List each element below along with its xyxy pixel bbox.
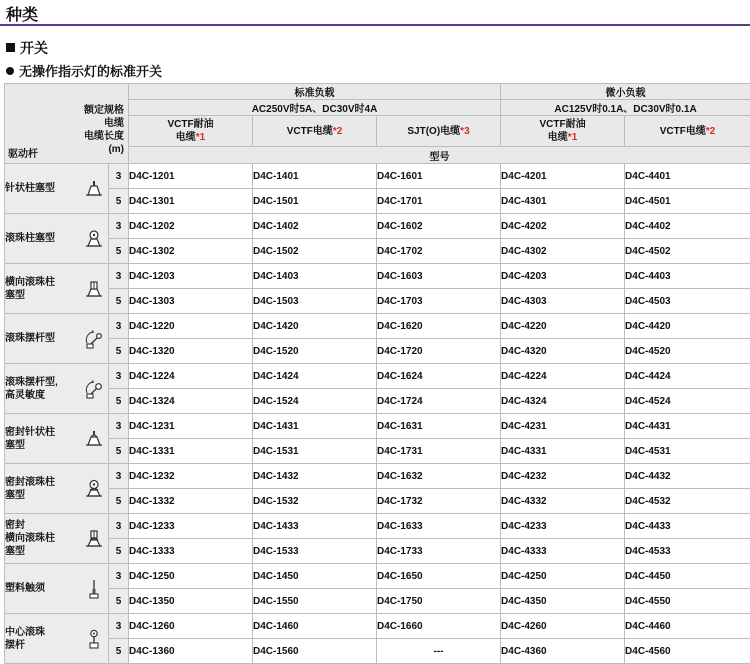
circle-bullet-icon (6, 67, 14, 75)
model-cell: D4C-1403 (253, 264, 377, 289)
model-cell: D4C-1631 (377, 414, 501, 439)
model-cell: D4C-4350 (501, 589, 625, 614)
model-cell: D4C-1603 (377, 264, 501, 289)
section-heading-text: 开关 (20, 40, 48, 56)
model-cell: D4C-1703 (377, 289, 501, 314)
model-cell: D4C-1660 (377, 614, 501, 639)
model-cell: D4C-1201 (129, 164, 253, 189)
model-cell: D4C-4303 (501, 289, 625, 314)
model-cell: D4C-4201 (501, 164, 625, 189)
cable-length-cell: 3 (109, 314, 129, 339)
roller-lever-icon (84, 329, 104, 349)
cable-header: SJT(O)电缆*3 (377, 116, 501, 147)
cable-length-cell: 5 (109, 239, 129, 264)
model-cell: D4C-4502 (625, 239, 750, 264)
plastic-rod-icon (84, 579, 104, 599)
table-row (5, 189, 750, 214)
lever-type-cell (5, 164, 109, 214)
table-row (5, 539, 750, 564)
lever-label-line: 针状柱塞型 (5, 182, 108, 195)
model-cell: D4C-1731 (377, 439, 501, 464)
cable-length-cell: 3 (109, 564, 129, 589)
model-cell: --- (377, 639, 501, 664)
model-cell: D4C-4460 (625, 614, 750, 639)
model-cell: D4C-1350 (129, 589, 253, 614)
model-cell: D4C-1531 (253, 439, 377, 464)
model-cell: D4C-1520 (253, 339, 377, 364)
model-cell: D4C-1250 (129, 564, 253, 589)
cable-length-cell: 3 (109, 264, 129, 289)
square-bullet-icon (6, 43, 15, 52)
model-cell: D4C-1450 (253, 564, 377, 589)
model-cell: D4C-1601 (377, 164, 501, 189)
cable-length-cell: 3 (109, 164, 129, 189)
cable-length-cell: 3 (109, 514, 129, 539)
model-cell: D4C-4431 (625, 414, 750, 439)
cable-header: VCTF电缆*2 (625, 116, 750, 147)
model-cell: D4C-4503 (625, 289, 750, 314)
lever-label-line: 滚珠摆杆型, (5, 376, 108, 389)
crossroller-plunger-icon (84, 279, 104, 299)
table-row (5, 439, 750, 464)
model-cell: D4C-1424 (253, 364, 377, 389)
model-cell: D4C-1301 (129, 189, 253, 214)
model-cell: D4C-1503 (253, 289, 377, 314)
model-cell: D4C-4524 (625, 389, 750, 414)
cable-length-cell: 3 (109, 614, 129, 639)
model-cell: D4C-1560 (253, 639, 377, 664)
lever-label-line: 滚珠柱塞型 (5, 232, 108, 245)
lever-type-cell (5, 564, 109, 614)
model-cell: D4C-1402 (253, 214, 377, 239)
cable-length-cell: 3 (109, 364, 129, 389)
cable-length-cell: 5 (109, 639, 129, 664)
model-cell: D4C-1602 (377, 214, 501, 239)
lever-type-cell (5, 264, 109, 314)
model-cell: D4C-1624 (377, 364, 501, 389)
model-cell: D4C-1220 (129, 314, 253, 339)
table-row (5, 639, 750, 664)
model-cell: D4C-1433 (253, 514, 377, 539)
table-row (5, 389, 750, 414)
model-cell: D4C-1620 (377, 314, 501, 339)
model-cell: D4C-4302 (501, 239, 625, 264)
model-cell: D4C-1233 (129, 514, 253, 539)
model-cell: D4C-4250 (501, 564, 625, 589)
model-cell: D4C-1533 (253, 539, 377, 564)
model-cell: D4C-1224 (129, 364, 253, 389)
model-cell: D4C-4533 (625, 539, 750, 564)
model-cell: D4C-4224 (501, 364, 625, 389)
lever-type-cell (5, 414, 109, 464)
section-heading (6, 38, 48, 58)
model-cell: D4C-1360 (129, 639, 253, 664)
model-cell: D4C-4231 (501, 414, 625, 439)
model-cell: D4C-4324 (501, 389, 625, 414)
cable-length-cell: 5 (109, 539, 129, 564)
cable-length-cell: 3 (109, 214, 129, 239)
model-cell: D4C-4532 (625, 489, 750, 514)
lever-label-line: 密封滚珠柱 (5, 476, 108, 489)
page-title: 种类 (6, 2, 38, 25)
model-label: 型号 (129, 147, 750, 164)
model-cell: D4C-1202 (129, 214, 253, 239)
table-row (5, 289, 750, 314)
model-cell: D4C-4202 (501, 214, 625, 239)
model-cell: D4C-4402 (625, 214, 750, 239)
table-row (5, 564, 750, 589)
model-cell: D4C-1331 (129, 439, 253, 464)
model-cell: D4C-1733 (377, 539, 501, 564)
header-corner (5, 84, 129, 164)
model-cell: D4C-4301 (501, 189, 625, 214)
model-cell: D4C-4501 (625, 189, 750, 214)
model-cell: D4C-4232 (501, 464, 625, 489)
model-table (4, 83, 750, 664)
lever-label-line: 滚珠摆杆型 (5, 332, 108, 345)
subsection-heading-text: 无操作指示灯的标准开关 (19, 64, 162, 79)
table-body (5, 164, 750, 664)
model-cell: D4C-4233 (501, 514, 625, 539)
model-cell: D4C-1420 (253, 314, 377, 339)
corner-spec-label: 额定规格 电缆 电缆长度 (m) (84, 104, 124, 156)
model-cell: D4C-4424 (625, 364, 750, 389)
model-cell: D4C-1650 (377, 564, 501, 589)
lever-label-line: 塑料触须 (5, 582, 108, 595)
group-header-standard: 标准负载 (129, 84, 501, 100)
center-roller-lever-icon (84, 629, 104, 649)
lever-label-line: 横向滚珠柱 (5, 532, 108, 545)
cable-length-cell: 5 (109, 589, 129, 614)
table-row (5, 164, 750, 189)
lever-type-cell (5, 514, 109, 564)
model-cell: D4C-4550 (625, 589, 750, 614)
model-cell: D4C-4450 (625, 564, 750, 589)
cable-length-cell: 5 (109, 189, 129, 214)
model-cell: D4C-1750 (377, 589, 501, 614)
model-cell: D4C-1460 (253, 614, 377, 639)
table-row (5, 314, 750, 339)
model-cell: D4C-1203 (129, 264, 253, 289)
model-cell: D4C-4433 (625, 514, 750, 539)
lever-type-cell (5, 214, 109, 264)
model-cell: D4C-1701 (377, 189, 501, 214)
cable-header: VCTF耐油 电缆*1 (501, 116, 625, 147)
model-cell: D4C-1532 (253, 489, 377, 514)
pin-plunger-icon (84, 179, 104, 199)
cable-length-cell: 5 (109, 439, 129, 464)
rating-micro: AC125V时0.1A、DC30V时0.1A (501, 100, 750, 116)
lever-label-line: 横向滚珠柱 (5, 276, 108, 289)
subsection-heading (6, 61, 162, 80)
lever-type-cell (5, 614, 109, 664)
model-cell: D4C-4401 (625, 164, 750, 189)
cable-header: VCTF电缆*2 (253, 116, 377, 147)
model-cell: D4C-1720 (377, 339, 501, 364)
model-cell: D4C-4520 (625, 339, 750, 364)
lever-type-cell (5, 364, 109, 414)
model-cell: D4C-4332 (501, 489, 625, 514)
model-cell: D4C-1302 (129, 239, 253, 264)
model-cell: D4C-4331 (501, 439, 625, 464)
lever-label-line: 高灵敏度 (5, 389, 108, 402)
title-divider (0, 24, 750, 26)
model-cell: D4C-4560 (625, 639, 750, 664)
table-row (5, 214, 750, 239)
model-cell: D4C-4220 (501, 314, 625, 339)
lever-label-line: 塞型 (5, 545, 108, 558)
table-row (5, 339, 750, 364)
model-cell: D4C-4320 (501, 339, 625, 364)
model-cell: D4C-1332 (129, 489, 253, 514)
cable-length-cell: 5 (109, 489, 129, 514)
lever-label-line: 塞型 (5, 289, 108, 302)
sealed-pin-plunger-icon (84, 429, 104, 449)
cable-length-cell: 5 (109, 289, 129, 314)
roller-lever-high-sensitivity-icon (84, 379, 104, 399)
table-row (5, 614, 750, 639)
table-row (5, 589, 750, 614)
roller-plunger-icon (84, 229, 104, 249)
model-cell: D4C-1432 (253, 464, 377, 489)
sealed-roller-plunger-icon (84, 479, 104, 499)
model-cell: D4C-4360 (501, 639, 625, 664)
model-cell: D4C-1702 (377, 239, 501, 264)
lever-type-cell (5, 314, 109, 364)
group-header-micro: 微小负载 (501, 84, 750, 100)
model-cell: D4C-1232 (129, 464, 253, 489)
model-cell: D4C-1550 (253, 589, 377, 614)
table-row (5, 364, 750, 389)
model-cell: D4C-1633 (377, 514, 501, 539)
model-cell: D4C-4403 (625, 264, 750, 289)
table-row (5, 264, 750, 289)
table-row (5, 514, 750, 539)
model-cell: D4C-4432 (625, 464, 750, 489)
model-cell: D4C-4420 (625, 314, 750, 339)
model-cell: D4C-4203 (501, 264, 625, 289)
model-cell: D4C-1524 (253, 389, 377, 414)
model-cell: D4C-1303 (129, 289, 253, 314)
model-cell: D4C-1260 (129, 614, 253, 639)
lever-label-line: 密封针状柱 (5, 426, 108, 439)
model-cell: D4C-1501 (253, 189, 377, 214)
cable-header: VCTF耐油 电缆*1 (129, 116, 253, 147)
table-row (5, 414, 750, 439)
table-row (5, 239, 750, 264)
model-cell: D4C-1502 (253, 239, 377, 264)
model-cell: D4C-1231 (129, 414, 253, 439)
model-cell: D4C-1431 (253, 414, 377, 439)
lever-type-cell (5, 464, 109, 514)
drive-lever-label: 驱动杆 (8, 145, 38, 160)
model-cell: D4C-1632 (377, 464, 501, 489)
rating-standard: AC250V时5A、DC30V时4A (129, 100, 501, 116)
model-cell: D4C-1732 (377, 489, 501, 514)
model-cell: D4C-1724 (377, 389, 501, 414)
cable-length-cell: 3 (109, 464, 129, 489)
model-cell: D4C-4260 (501, 614, 625, 639)
table-row (5, 489, 750, 514)
model-cell: D4C-4531 (625, 439, 750, 464)
cable-length-cell: 3 (109, 414, 129, 439)
table-row (5, 464, 750, 489)
cable-length-cell: 5 (109, 339, 129, 364)
lever-label-line: 密封 (5, 519, 108, 532)
lever-label-line: 塞型 (5, 439, 108, 452)
sealed-crossroller-plunger-icon (84, 529, 104, 549)
model-cell: D4C-4333 (501, 539, 625, 564)
cable-length-cell: 5 (109, 389, 129, 414)
model-cell: D4C-1320 (129, 339, 253, 364)
lever-label-line: 摆杆 (5, 639, 108, 652)
lever-label-line: 塞型 (5, 489, 108, 502)
lever-label-line: 中心滚珠 (5, 626, 108, 639)
model-cell: D4C-1401 (253, 164, 377, 189)
model-cell: D4C-1333 (129, 539, 253, 564)
model-cell: D4C-1324 (129, 389, 253, 414)
